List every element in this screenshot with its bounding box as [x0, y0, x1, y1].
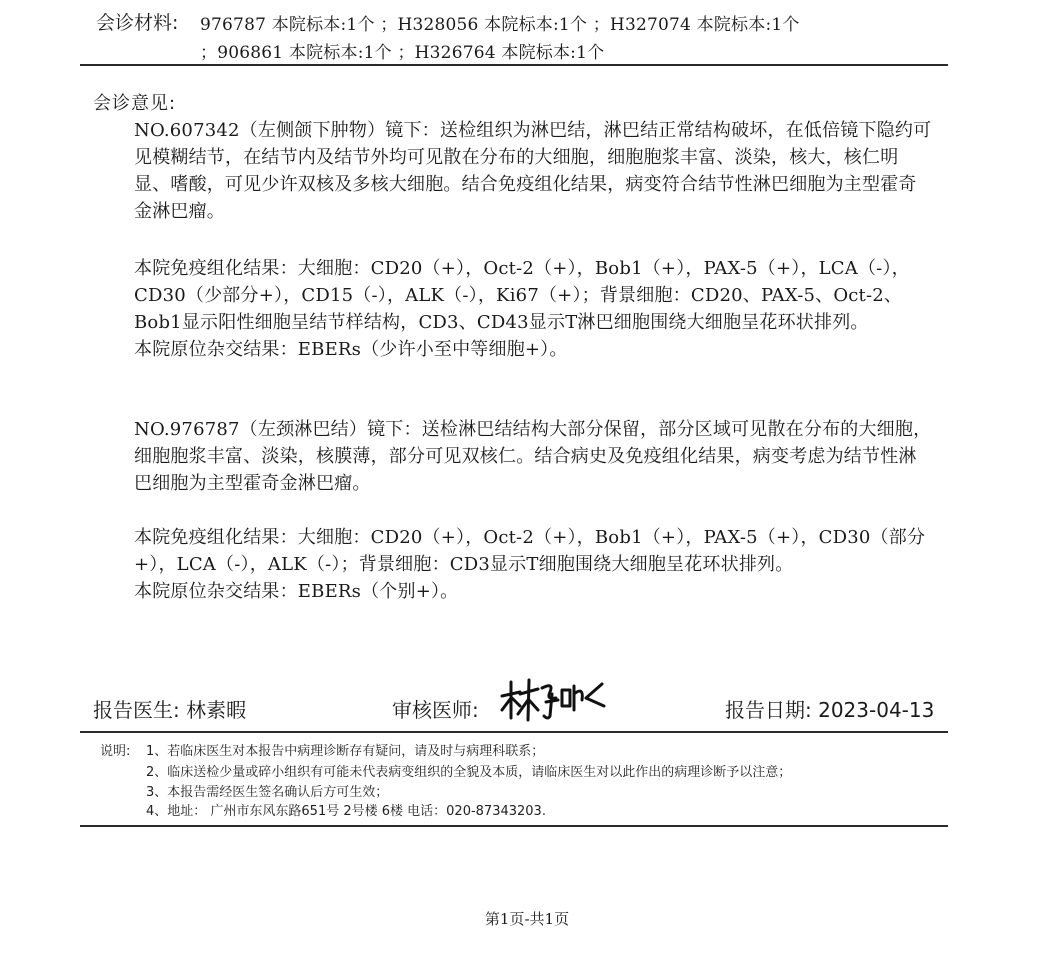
materials-label: 会诊材料:	[96, 12, 179, 34]
opinion-section-2	[134, 416, 934, 497]
section-1-microscopy: NO.607342（左侧颌下肿物）镜下：送检组织为淋巴结，淋巴结正常结构破坏，在低倍镜下隐约可见模糊结节，在结节内及结节外均可见散在分布的大细胞，细胞胞浆丰富、淡染，核大，核仁明显、嗜酸，可见少许双核及多核大细胞。结合免疫组化结果，病变符合结节性淋巴细胞为主型霍奇金淋巴瘤。	[134, 120, 932, 222]
report-doctor-label: 报告医生:	[93, 698, 180, 722]
note-3: 3、本报告需经医生签名确认后方可生效；	[146, 785, 389, 800]
note-2: 2、临床送检少量或碎小组织有可能未代表病变组织的全貌及本质，请临床医生对以此作出的病理诊断予以注意；	[146, 765, 792, 780]
reviewer-signature	[498, 676, 608, 722]
divider-top	[80, 64, 948, 66]
notes-label: 说明:	[100, 744, 131, 759]
section-2-microscopy: NO.976787（左颈淋巴结）镜下：送检淋巴结结构大部分保留，部分区域可见散在分布的大细胞，细胞胞浆丰富、淡染，核膜薄，部分可见双核仁。结合病史及免疫组化结果，病变考虑为结节性淋巴细胞为主型霍奇金淋巴瘤。	[134, 419, 932, 494]
section-1-immuno	[134, 255, 934, 363]
materials-line-1: 976787 本院标本:1个 ；H328056 本院标本:1个 ；H327074 本院标本:1个	[200, 15, 800, 35]
note-1: 1、若临床医生对本报告中病理诊断存有疑问，请及时与病理科联系；	[146, 744, 545, 759]
opinion-label: 会诊意见:	[93, 93, 177, 114]
opinion-section-1	[134, 117, 934, 225]
section-2-immuno	[134, 524, 934, 605]
page-number: 第1页-共1页	[484, 910, 570, 928]
divider-bottom	[80, 825, 948, 827]
divider-middle	[80, 731, 948, 733]
section-2-ihc: 本院免疫组化结果：大细胞：CD20（+），Oct-2（+），Bob1（+），PAX-5（+），CD30（部分+），LCA（-），ALK（-）；背景细胞：CD3显示T细胞围绕大细胞呈花环状排列。	[134, 527, 926, 575]
reviewer-label: 审核医师:	[392, 698, 479, 722]
note-4: 4、地址： 广州市东风东路651号 2号楼 6楼 电话：020-87343203.	[146, 804, 546, 819]
report-doctor-name: 林素暇	[186, 698, 247, 722]
report-date-value: 2023-04-13	[818, 698, 935, 722]
report-doctor	[93, 694, 246, 723]
section-2-ish: 本院原位杂交结果：EBERs（个别+）。	[134, 581, 459, 602]
materials-line-2: ；906861 本院标本:1个 ；H326764 本院标本:1个	[200, 43, 605, 63]
report-date-label: 报告日期:	[725, 698, 812, 722]
section-1-ish: 本院原位杂交结果：EBERs（少许小至中等细胞+）。	[134, 339, 568, 360]
report-date	[725, 694, 934, 723]
section-1-ihc: 本院免疫组化结果：大细胞：CD20（+），Oct-2（+），Bob1（+），PAX-5（+），LCA（-），CD30（少部分+），CD15（-），ALK（-），Ki67（+）；背景细胞：CD20、PAX-5、Oct-2、Bob1显示阳性细胞呈结节样结构，CD3、CD43显示T淋巴细胞围绕大细胞呈花环状排列。	[134, 258, 910, 333]
